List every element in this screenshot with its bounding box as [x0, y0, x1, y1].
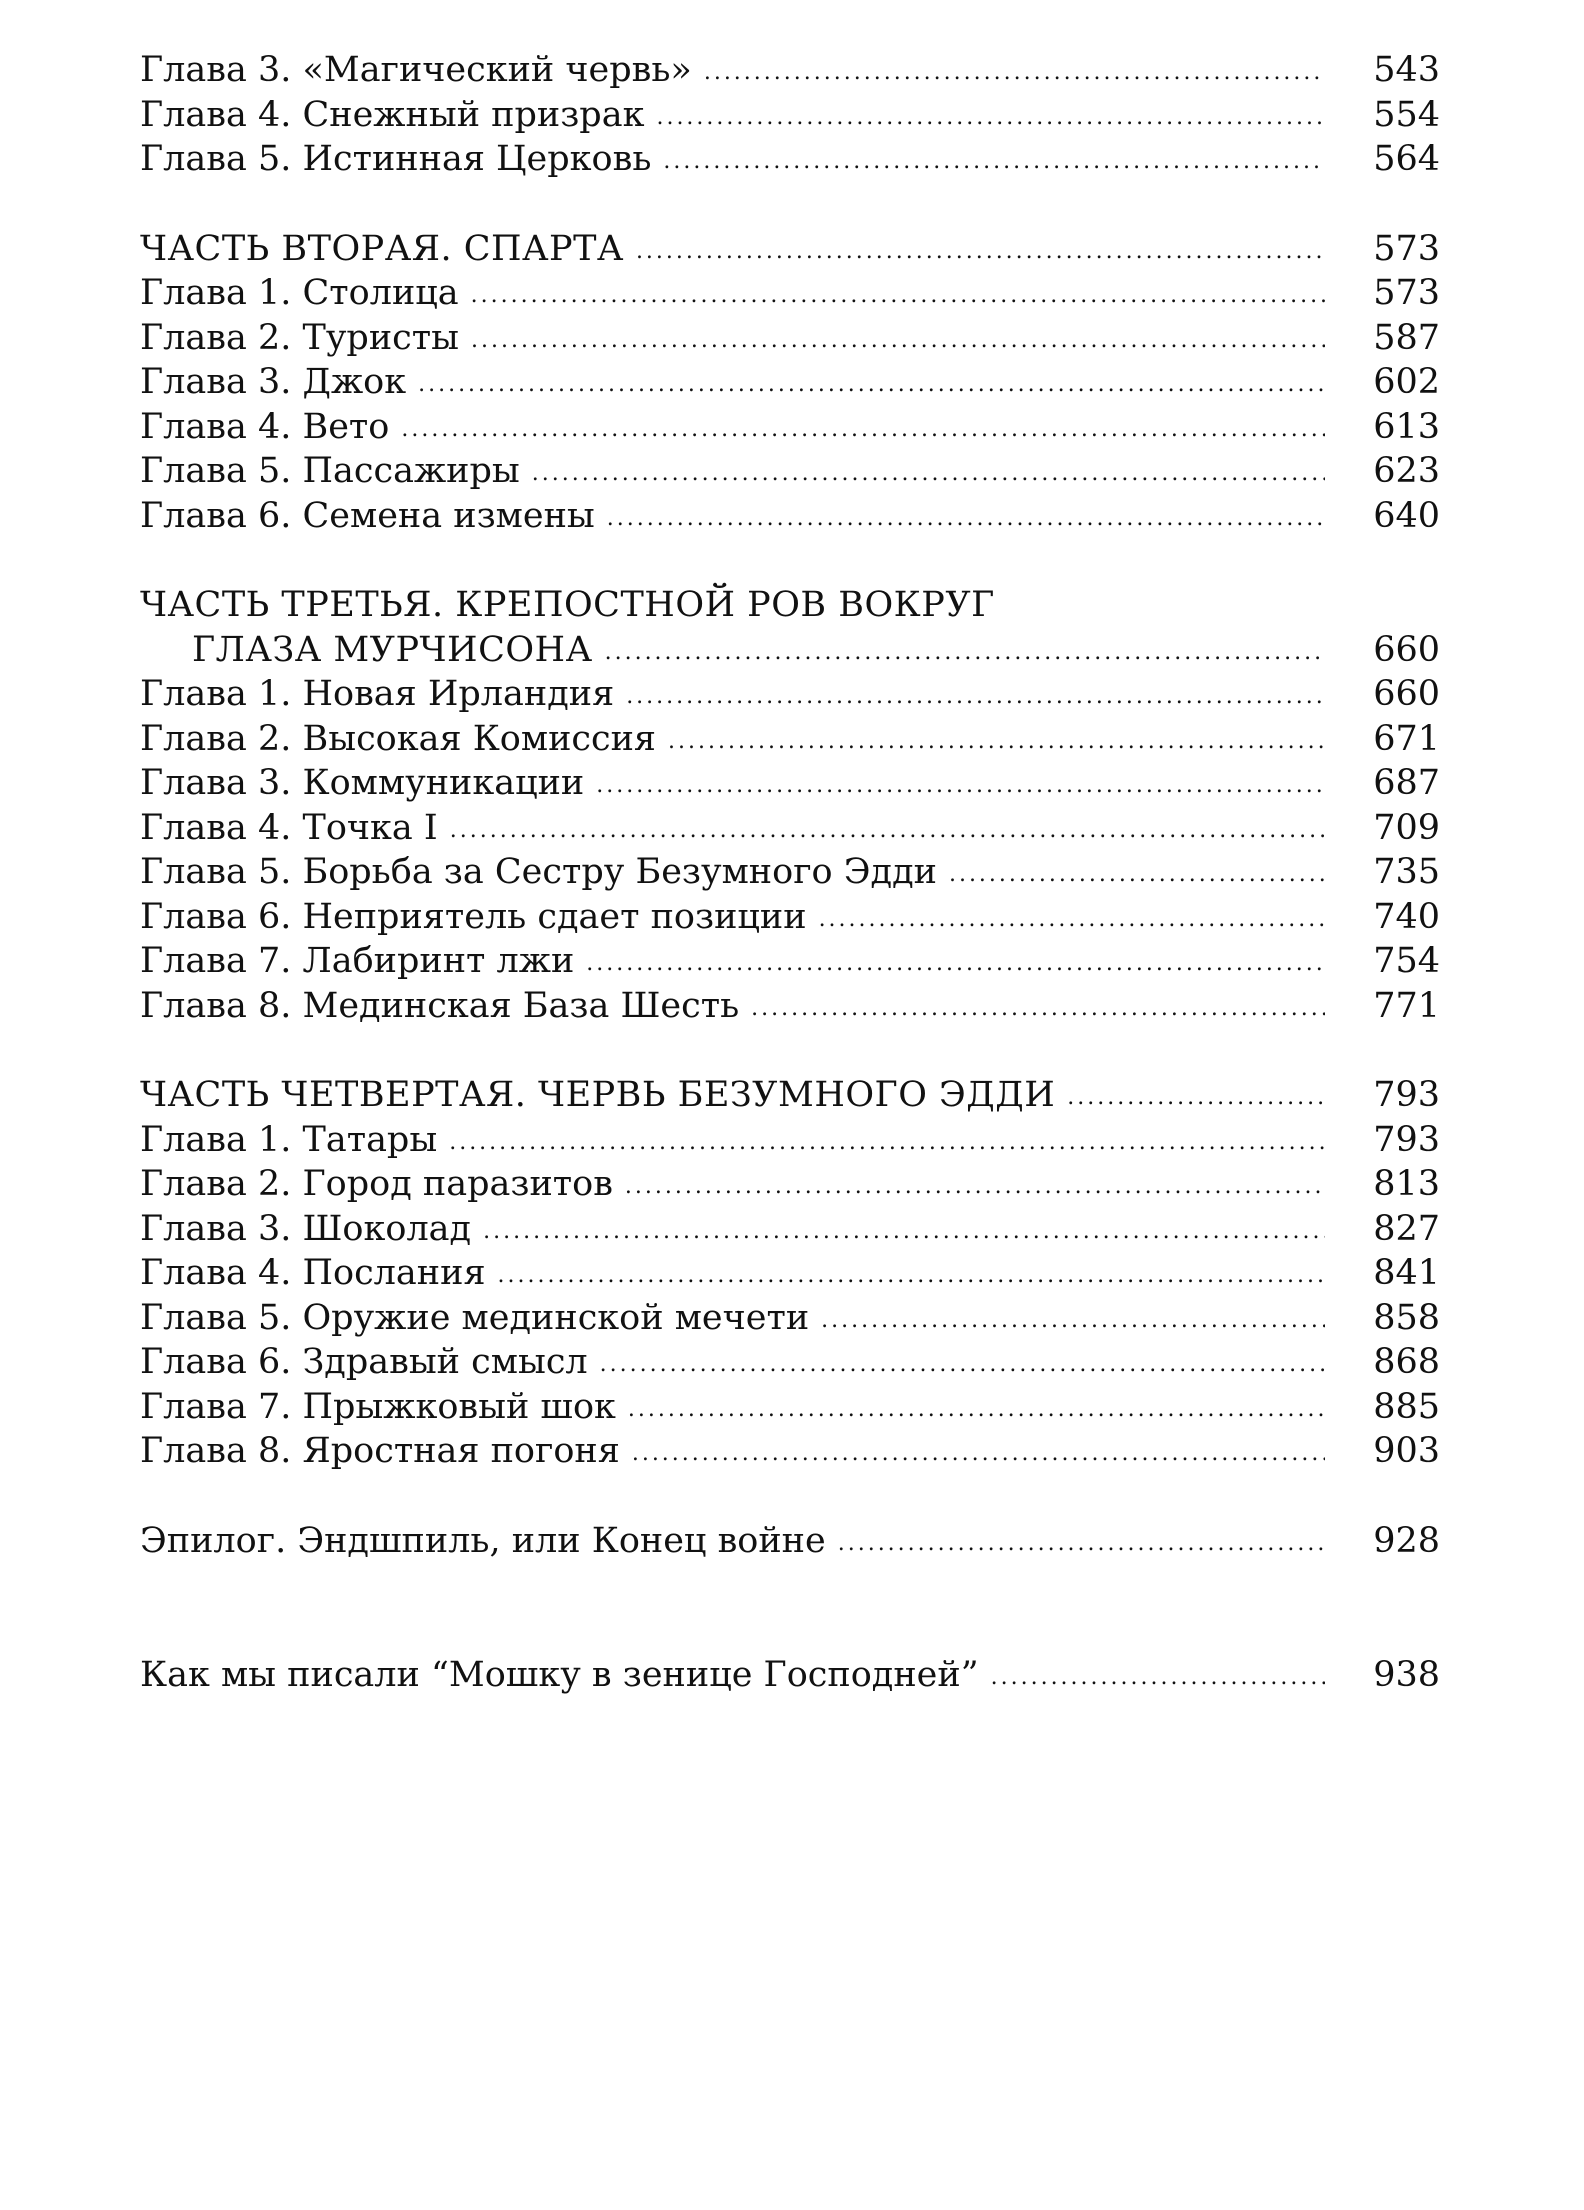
toc-part-heading	[140, 1073, 1440, 1118]
toc-entry-page: 687	[1373, 763, 1440, 803]
dot-leader	[483, 1205, 1325, 1255]
toc-entry-page: 640	[1373, 495, 1440, 536]
toc-entry	[140, 984, 1440, 1029]
toc-entry	[140, 271, 1440, 316]
dot-leader	[751, 982, 1325, 1032]
toc-afterword	[140, 1653, 1440, 1698]
toc-entry-page: 660	[1373, 674, 1440, 714]
toc-entry-page: 754	[1373, 941, 1440, 981]
toc-entry-page: 564	[1373, 139, 1440, 179]
toc-entry-title: Глава 7. Прыжковый шок	[140, 1386, 616, 1427]
toc-entry	[140, 806, 1440, 851]
toc-entry-page: 827	[1373, 1208, 1440, 1249]
toc-entry-title: Глава 3. «Магический червь»	[140, 50, 692, 90]
toc-entry-title: Глава 2. Город паразитов	[140, 1164, 613, 1204]
toc-entry-page: 903	[1373, 1431, 1440, 1471]
toc-entry-title: Глава 4. Послания	[140, 1253, 486, 1293]
dot-leader	[819, 893, 1325, 943]
dot-leader	[498, 1249, 1325, 1299]
dot-leader	[450, 804, 1325, 854]
dot-leader	[600, 1338, 1325, 1388]
toc-entry-title: Глава 3. Джок	[140, 362, 407, 402]
toc-entry-title: Глава 8. Яростная погоня	[140, 1431, 620, 1471]
toc-epilogue	[140, 1519, 1440, 1564]
toc-entry	[140, 1118, 1440, 1163]
part-page: 660	[1373, 629, 1440, 670]
toc-entry-page: 602	[1373, 362, 1440, 402]
dot-leader	[1067, 1071, 1325, 1121]
toc-entry-page: 573	[1373, 273, 1440, 313]
toc-entry-title: Глава 2. Высокая Комиссия	[140, 718, 657, 759]
part-title-line1: ЧАСТЬ ТРЕТЬЯ. КРЕПОСТНОЙ РОВ ВОКРУГ	[140, 585, 995, 625]
toc-entry-title: Глава 5. Пассажиры	[140, 451, 520, 491]
toc-entry-title: Глава 3. Коммуникации	[140, 763, 585, 803]
table-of-contents	[140, 48, 1440, 1698]
dot-leader	[605, 626, 1325, 676]
toc-entry	[140, 1340, 1440, 1385]
dot-leader	[626, 670, 1325, 720]
dot-leader	[668, 715, 1325, 765]
toc-entry	[140, 360, 1440, 405]
toc-entry-title: Глава 5. Истинная Церковь	[140, 139, 652, 179]
toc-entry-page: 813	[1373, 1164, 1440, 1204]
toc-entry	[140, 316, 1440, 361]
dot-leader	[471, 269, 1325, 319]
part-page: 793	[1373, 1075, 1440, 1115]
dot-leader	[704, 46, 1325, 96]
toc-entry-page: 613	[1373, 406, 1440, 447]
toc-entry-page: 858	[1373, 1297, 1440, 1338]
dot-leader	[471, 314, 1325, 364]
dot-leader	[449, 1116, 1325, 1166]
toc-entry-title: Глава 5. Борьба за Сестру Безумного Эдди	[140, 852, 937, 892]
dot-leader	[949, 848, 1325, 898]
toc-entry	[140, 939, 1440, 984]
toc-entry-title: Глава 6. Семена измены	[140, 495, 595, 536]
dot-leader	[821, 1294, 1325, 1344]
toc-entry-page: 623	[1373, 451, 1440, 491]
toc-entry-page: 587	[1373, 317, 1440, 358]
toc-entry-page: 554	[1373, 94, 1440, 135]
dot-leader	[401, 403, 1325, 453]
epilogue-title: Эпилог. Эндшпиль, или Конец войне	[140, 1520, 826, 1561]
dot-leader	[418, 358, 1325, 408]
dot-leader	[636, 225, 1325, 275]
dot-leader	[663, 135, 1325, 185]
toc-entry-page: 735	[1373, 852, 1440, 892]
toc-entry-page: 885	[1373, 1386, 1440, 1427]
toc-entry	[140, 1207, 1440, 1252]
toc-entry	[140, 1429, 1440, 1474]
afterword-page: 938	[1373, 1655, 1440, 1695]
toc-entry	[140, 1296, 1440, 1341]
dot-leader	[656, 91, 1325, 141]
dot-leader	[586, 937, 1325, 987]
toc-entry-title: Глава 1. Столица	[140, 273, 459, 313]
afterword-title: Как мы писали “Мошку в зенице Господней”	[140, 1655, 979, 1695]
part-page: 573	[1373, 228, 1440, 269]
toc-entry	[140, 93, 1440, 138]
dot-leader	[607, 492, 1325, 542]
toc-entry-page: 740	[1373, 896, 1440, 937]
toc-entry	[140, 48, 1440, 93]
toc-entry-title: Глава 7. Лабиринт лжи	[140, 941, 575, 981]
toc-entry-title: Глава 1. Татары	[140, 1119, 438, 1160]
toc-entry-page: 841	[1373, 1253, 1440, 1293]
toc-entry-title: Глава 8. Мединская База Шесть	[140, 985, 740, 1026]
toc-entry-page: 771	[1373, 985, 1440, 1026]
toc-entry-title: Глава 2. Туристы	[140, 317, 459, 358]
epilogue-page: 928	[1373, 1520, 1440, 1561]
part-title: ЧАСТЬ ВТОРАЯ. СПАРТА	[140, 228, 624, 269]
toc-entry-title: Глава 4. Снежный призрак	[140, 94, 645, 135]
toc-entry-page: 543	[1373, 50, 1440, 90]
toc-entry	[140, 494, 1440, 539]
toc-part-heading	[140, 628, 1440, 673]
toc-entry	[140, 850, 1440, 895]
dot-leader	[625, 1160, 1325, 1210]
toc-entry	[140, 895, 1440, 940]
toc-entry-title: Глава 4. Точка I	[140, 807, 438, 848]
toc-entry	[140, 1162, 1440, 1207]
toc-entry-page: 868	[1373, 1342, 1440, 1382]
toc-entry	[140, 137, 1440, 182]
toc-entry	[140, 761, 1440, 806]
toc-entry-title: Глава 6. Неприятель сдает позиции	[140, 896, 807, 937]
toc-part-heading	[140, 227, 1440, 272]
part-title: ЧАСТЬ ЧЕТВЕРТАЯ. ЧЕРВЬ БЕЗУМНОГО ЭДДИ	[140, 1075, 1056, 1115]
toc-entry-title: Глава 5. Оружие мединской мечети	[140, 1297, 810, 1338]
toc-entry-page: 671	[1373, 718, 1440, 759]
toc-entry-page: 709	[1373, 807, 1440, 848]
toc-entry-page: 793	[1373, 1119, 1440, 1160]
toc-entry	[140, 1385, 1440, 1430]
toc-entry-title: Глава 6. Здравый смысл	[140, 1342, 588, 1382]
dot-leader	[532, 447, 1325, 497]
dot-leader	[596, 759, 1325, 809]
dot-leader	[628, 1383, 1325, 1433]
dot-leader	[632, 1427, 1325, 1477]
part-title-line2: ГЛАЗА МУРЧИСОНА	[192, 629, 593, 670]
toc-entry-title: Глава 1. Новая Ирландия	[140, 674, 615, 714]
dot-leader	[838, 1517, 1325, 1567]
toc-entry	[140, 672, 1440, 717]
dot-leader	[991, 1651, 1325, 1701]
toc-entry	[140, 449, 1440, 494]
toc-entry	[140, 1251, 1440, 1296]
toc-entry-title: Глава 4. Вето	[140, 406, 390, 447]
toc-entry-title: Глава 3. Шоколад	[140, 1208, 472, 1249]
toc-entry	[140, 405, 1440, 450]
toc-entry	[140, 717, 1440, 762]
